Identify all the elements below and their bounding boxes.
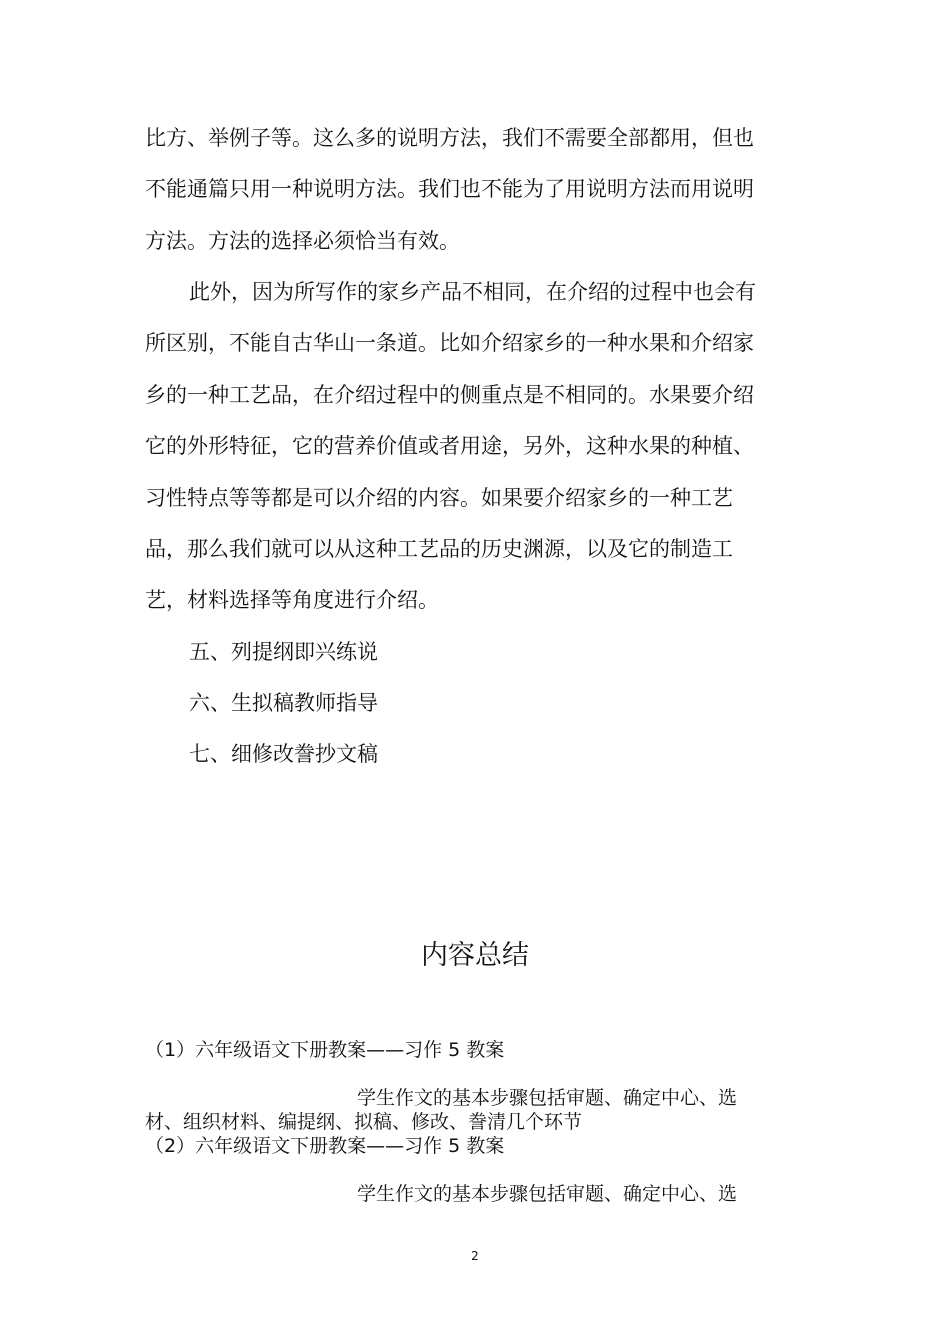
summary-item-text: 学生作文的基本步骤包括审题、确定中心、选	[357, 1183, 738, 1205]
body-line: 方法。方法的选择必须恰当有效。	[145, 229, 460, 253]
summary-item-heading: （2）六年级语文下册教案——习作 5 教案	[145, 1135, 505, 1157]
step-item: 六、生拟稿教师指导	[189, 691, 378, 715]
summary-title: 内容总结	[421, 940, 529, 971]
body-line: 艺，材料选择等角度进行介绍。	[145, 588, 439, 612]
summary-item-text: 材、组织材料、编提纲、拟稿、修改、誊清几个环节	[145, 1111, 583, 1133]
page-number: 2	[471, 1249, 479, 1263]
body-line: 不能通篇只用一种说明方法。我们也不能为了用说明方法而用说明	[145, 177, 754, 201]
body-line: 比方、举例子等。这么多的说明方法，我们不需要全部都用，但也	[145, 126, 754, 150]
summary-item-text: 学生作文的基本步骤包括审题、确定中心、选	[357, 1087, 738, 1109]
step-item: 七、细修改誊抄文稿	[189, 742, 378, 766]
body-line: 它的外形特征，它的营养价值或者用途，另外，这种水果的种植、	[145, 434, 754, 458]
body-line: 习性特点等等都是可以介绍的内容。如果要介绍家乡的一种工艺	[145, 486, 733, 510]
summary-item-heading: （1）六年级语文下册教案——习作 5 教案	[145, 1039, 505, 1061]
body-line: 品，那么我们就可以从这种工艺品的历史渊源，以及它的制造工	[145, 537, 733, 561]
step-item: 五、列提纲即兴练说	[189, 640, 378, 664]
body-line: 所区别，不能自古华山一条道。比如介绍家乡的一种水果和介绍家	[145, 331, 754, 355]
body-line: 此外，因为所写作的家乡产品不相同，在介绍的过程中也会有	[189, 280, 756, 304]
body-line: 乡的一种工艺品，在介绍过程中的侧重点是不相同的。水果要介绍	[145, 383, 754, 407]
